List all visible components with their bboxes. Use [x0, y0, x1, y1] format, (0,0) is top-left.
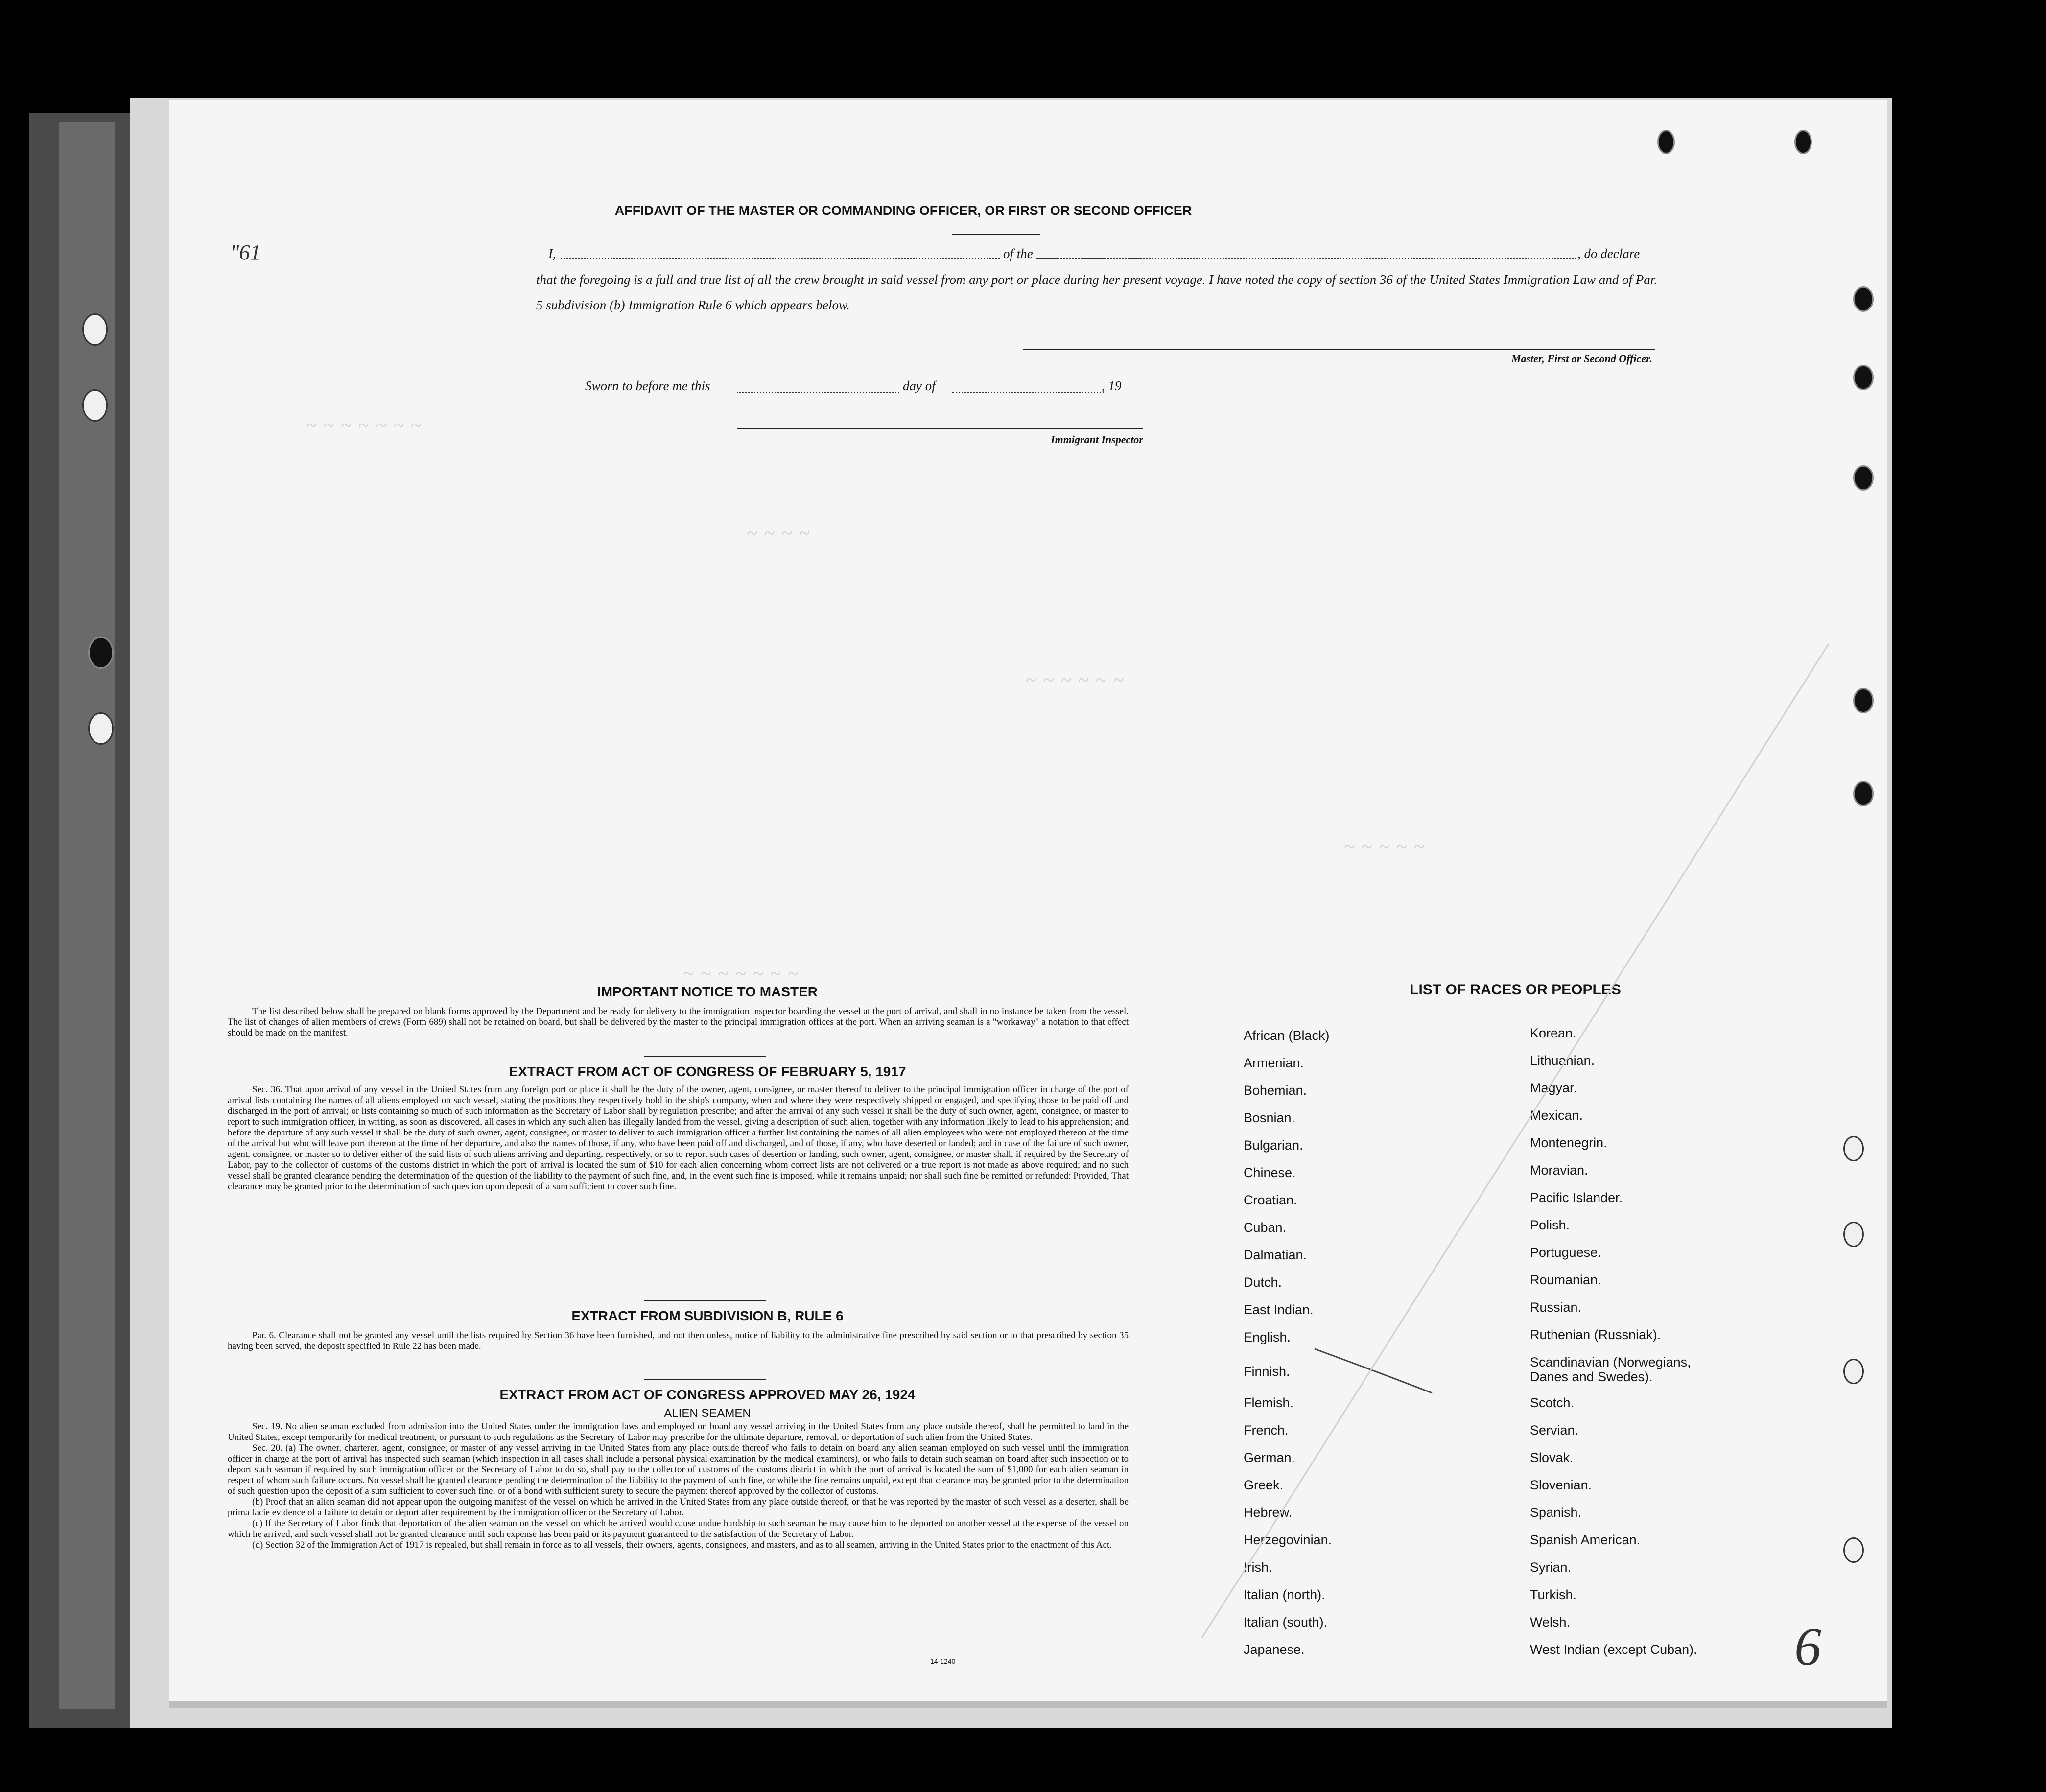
race-right-item: Roumanian.: [1530, 1273, 1601, 1287]
race-left-item: Dutch.: [1244, 1275, 1282, 1290]
page-punch-hole: [1853, 688, 1874, 713]
race-right-item: Pacific Islander.: [1530, 1190, 1623, 1205]
race-right-item: Slovenian.: [1530, 1478, 1592, 1492]
bleed-through-text: ~~~~: [747, 522, 817, 544]
races-title: LIST OF RACES OR PEOPLES: [1410, 982, 1621, 998]
race-left-item: Cuban.: [1244, 1220, 1287, 1235]
master-label: Master, First or Second Officer.: [1511, 353, 1652, 365]
extract-1917-title: EXTRACT FROM ACT OF CONGRESS OF FEBRUARY 5, 1917: [509, 1064, 906, 1079]
race-right-item: Syrian.: [1530, 1560, 1572, 1575]
race-right-item: Spanish American.: [1530, 1533, 1641, 1547]
section-rule: [644, 1379, 766, 1380]
day-of-text: day of: [901, 378, 938, 394]
inspector-signature-line: [737, 428, 1143, 429]
page-punch-hole: [1843, 1537, 1864, 1563]
vessel-blank: [1038, 258, 1576, 259]
binder-spine-inner: [59, 122, 115, 1709]
race-right-item: Korean.: [1530, 1026, 1576, 1040]
race-left-item: Hebrew.: [1244, 1505, 1293, 1520]
sworn-text: Sworn to before me this: [585, 378, 710, 393]
page-punch-hole: [1843, 1136, 1864, 1161]
page-punch-hole: [1843, 1222, 1864, 1247]
race-right-item: Polish.: [1530, 1218, 1570, 1232]
race-right-item: Scandinavian (Norwegians, Danes and Swedes).: [1530, 1355, 1691, 1384]
binder-hole: [82, 313, 108, 346]
race-right-item: Magyar.: [1530, 1081, 1577, 1095]
extract-1924-paragraph: (c) If the Secretary of Labor finds that deportation of the alien seaman on the vessel on which he arrived would cause undue hardship to such seaman he may cause him to be deported on another vessel at the expense of the vessel on which he arrived, and such vessel shall not be granted clearance until such expense has been paid or its payment guaranteed to the satisfaction of the Secretary of Labor.: [228, 1518, 1129, 1539]
binder-hole: [88, 637, 114, 669]
race-left-item: Greek.: [1244, 1478, 1284, 1492]
extract-rule6-text: Par. 6. Clearance shall not be granted any vessel until the lists required by Section 36 have been furnished, and not then unless, notice of liability to the administrative fine prescribed by said section or to that prescribed by section 35 having been served, the deposit specified in Rule 22 has been made.: [228, 1330, 1129, 1351]
title-rule: [952, 234, 1040, 235]
form-number: 14-1240: [930, 1657, 956, 1665]
race-left-item: Bohemian.: [1244, 1083, 1307, 1098]
extract-1924-text: [228, 1421, 1129, 1551]
race-left-item: Bosnian.: [1244, 1110, 1295, 1125]
race-right-item: Moravian.: [1530, 1163, 1588, 1178]
bleed-through-text: ~~~~~~~: [306, 414, 428, 436]
page-punch-hole: [1843, 1359, 1864, 1384]
race-right-item: Slovak.: [1530, 1450, 1574, 1465]
race-right-item: Portuguese.: [1530, 1245, 1601, 1260]
page-punch-hole: [1657, 130, 1675, 154]
extract-1924-title: EXTRACT FROM ACT OF CONGRESS APPROVED MAY 26, 1924: [499, 1387, 916, 1402]
race-right-item: Welsh.: [1530, 1615, 1571, 1629]
extract-1924-subtitle: ALIEN SEAMEN: [664, 1407, 751, 1420]
race-right-item: Scotch.: [1530, 1395, 1575, 1410]
sworn-month-blank: [952, 392, 1104, 393]
race-left-item: French.: [1244, 1423, 1289, 1438]
section-rule: [644, 1300, 766, 1301]
binder-hole: [88, 712, 114, 745]
race-left-item: English.: [1244, 1330, 1291, 1344]
race-left-item: Italian (north).: [1244, 1587, 1325, 1602]
race-left-item: Bulgarian.: [1244, 1138, 1303, 1153]
race-left-item: Japanese.: [1244, 1642, 1305, 1657]
race-left-item: African (Black): [1244, 1028, 1330, 1043]
document-page: [169, 100, 1887, 1708]
race-left-item: Irish.: [1244, 1560, 1272, 1575]
race-right-item: Russian.: [1530, 1300, 1582, 1315]
race-left-item: Chinese.: [1244, 1165, 1296, 1180]
race-right-item: Ruthenian (Russniak).: [1530, 1327, 1661, 1342]
race-right-item: Mexican.: [1530, 1108, 1583, 1123]
section-rule: [644, 1056, 766, 1057]
race-left-item: Croatian.: [1244, 1193, 1297, 1207]
race-right-item: Turkish.: [1530, 1587, 1577, 1602]
page-punch-hole: [1794, 130, 1812, 154]
race-right-item: Servian.: [1530, 1423, 1579, 1438]
inspector-label: Immigrant Inspector: [1051, 433, 1143, 446]
race-left-item: Flemish.: [1244, 1395, 1294, 1410]
bleed-through-text: ~~~~~: [1344, 835, 1432, 857]
race-left-item: East Indian.: [1244, 1302, 1314, 1317]
page-punch-hole: [1853, 781, 1874, 806]
race-right-item: West Indian (except Cuban).: [1530, 1642, 1697, 1657]
extract-1924-paragraph: Sec. 20. (a) The owner, charterer, agent, consignee, or master of any vessel arriving in the United States from any place outside thereof who fails to detain on board any alien seaman employed on such vessel until the immigration officer in charge at the port of arrival has inspected such seaman (which inspection in all cases shall include a personal physical examination by the medical examiners), or who fails to detain such seaman on board after such inspection or to deport such seaman if required by such immigration officer or the Secretary of Labor to do so, shall pay to the collector of customs of the customs district in which the port of arrival is located the sum of $1,000 for each alien seaman in respect of whom such failure occurs. No vessel shall be granted clearance pending the determination of the liability to the payment of such fine, or while the fine remains unpaid, except that clearance may be granted prior to the determination of such question upon the deposit of a sum sufficient to cover such fine, or of a bond with sufficient surety to secure the payment thereof approved by the collector of customs.: [228, 1443, 1129, 1496]
race-left-item: Armenian.: [1244, 1056, 1304, 1070]
affidavit-i: I,: [548, 246, 556, 261]
extract-rule6-title: EXTRACT FROM SUBDIVISION B, RULE 6: [571, 1308, 844, 1323]
race-right-item: Spanish.: [1530, 1505, 1582, 1520]
page-punch-hole: [1853, 465, 1874, 491]
sworn-day-blank: [737, 392, 908, 393]
year-text: , 19: [1102, 378, 1122, 393]
affidavit-body: that the foregoing is a full and true list of all the crew brought in said vessel from any port or place during her present voyage. I have noted the copy of section 36 of the United States Immigration Law and of Par. 5 subdivision (b) Immigration Rule 6 which appears below.: [536, 272, 1657, 312]
page-punch-hole: [1853, 286, 1874, 312]
master-signature-line: [1023, 349, 1655, 350]
notice-text: The list described below shall be prepared on blank forms approved by the Department and be ready for delivery to the immigration inspector boarding the vessel at the port of arrival, and shall in no instance be taken from the vessel. The list of changes of alien members of crews (Form 689) shall not be retained on board, but shall be delivered by the master to the principal immigration offices at the port. When an arriving seaman is a "workaway" a notation to that effect should be made on the manifest.: [228, 1006, 1129, 1038]
race-left-item: Herzegovinian.: [1244, 1533, 1332, 1547]
margin-mark: "61: [230, 240, 261, 264]
affidavit-of-the: of the: [1001, 246, 1035, 261]
page-punch-hole: [1853, 365, 1874, 390]
extract-1924-paragraph: (b) Proof that an alien seaman did not appear upon the outgoing manifest of the vessel on which he arrived in the United States from any place outside thereof, or that he was reported by the master of such vessel as a deserter, shall be prima facie evidence of a failure to detain or deport after requirement by the immigration officer or the Secretary of Labor.: [228, 1497, 1129, 1518]
race-left-item: Dalmatian.: [1244, 1248, 1307, 1262]
race-left-item: German.: [1244, 1450, 1295, 1465]
notice-title: IMPORTANT NOTICE TO MASTER: [597, 984, 818, 999]
binder-hole: [82, 389, 108, 422]
affidavit-title: AFFIDAVIT OF THE MASTER OR COMMANDING OFFICER, OR FIRST OR SECOND OFFICER: [614, 203, 1192, 218]
race-right-item: Lithuanian.: [1530, 1053, 1595, 1068]
margin-mark: 6: [1794, 1617, 1821, 1676]
affidavit-declare: , do declare: [1577, 246, 1640, 261]
bleed-through-text: ~~~~~~: [1026, 669, 1130, 691]
race-left-item: Finnish.: [1244, 1364, 1290, 1379]
page-crease: [1197, 639, 1834, 1643]
extract-1924-paragraph: (d) Section 32 of the Immigration Act of 1917 is repealed, but shall remain in force as to all vessels, their owners, agents, consignees, and masters, and as to all seamen, arriving in the United States prior to the enactment of this Act.: [252, 1540, 1112, 1550]
extract-1924-paragraph: Sec. 19. No alien seaman excluded from admission into the United States under the immigration laws and employed on board any vessel arriving in the United States from any place outside thereof, shall be permitted to land in the United States, except temporarily for medical treatment, or pursuant to such regulations as the Secretary of Labor may prescribe for the ultimate departure, removal, or deportation of such alien from the United States.: [228, 1421, 1129, 1442]
race-left-item: Italian (south).: [1244, 1615, 1328, 1629]
extract-1917-text: Sec. 36. That upon arrival of any vessel in the United States from any foreign port or place it shall be the duty of the owner, agent, consignee, or master thereof to deliver to the principal immigration officer in charge of the port of arrival lists containing the names of all aliens employed on such vessel, stating the positions they respectively hold in the ship's company, when and where they were respectively shipped or engaged, and specifying those to be paid off and discharged in the port of arrival; or lists containing so much of such information as the Secretary of Labor shall by regulation prescribe; and after the arrival of any such vessel it shall be the duty of such owner, agent, consignee, or master to report to such immigration officer, in writing, as soon as discovered, all cases in which any such alien has illegally landed from the vessel, giving a description of such alien, together with any information likely to lead to his apprehension; and before the departure of any such vessel it shall be the duty of such owner, agent, consignee, or master to deliver to such immigration officer a further list containing the names of all alien employees who were not employed thereon at the time of the arrival but who will leave port thereon at the time of her departure, and also the names of those, if any, who have been paid off and discharged, and of those, if any, who have deserted or landed; and in case of the failure of such owner, agent, consignee, or master so to deliver either of the said lists of such aliens arriving and departing, respectively, or so to report such cases of desertion or landing, such owner, agent, consignee, or master shall, if required by the Secretary of Labor, pay to the collector of customs of the customs district in which the port of arrival is located the sum of $10 for each alien concerning whom correct lists are not delivered or a true report is not made as above required; and no such vessel shall be granted clearance pending the determination of the question of the liability to the payment of such fine, and, in the event such fine is imposed, while it remains unpaid; nor shall such fine be remitted or refunded: Provided, That clearance may be granted prior to the determination of such question upon deposit of a sum sufficient to cover such fine.: [228, 1085, 1129, 1192]
race-right-item: Montenegrin.: [1530, 1135, 1607, 1150]
bleed-through-text: ~~~~~~~: [683, 963, 805, 985]
